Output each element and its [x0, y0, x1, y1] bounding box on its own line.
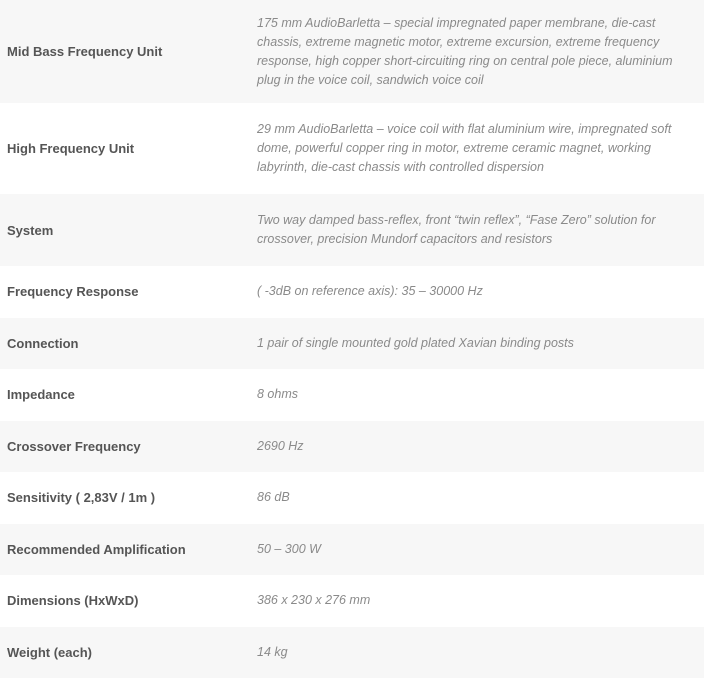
- table-row: [0, 0, 704, 103]
- spec-label-connection: Connection: [0, 318, 250, 370]
- spec-value-system: Two way damped bass-reflex, front “twin reflex”, “Fase Zero” solution for crossover, precision Mundorf capacitors and resistors: [250, 194, 704, 266]
- spec-value-dimensions: 386 x 230 x 276 mm: [250, 575, 704, 627]
- spec-value-crossover-frequency: 2690 Hz: [250, 421, 704, 473]
- table-row: [0, 575, 704, 627]
- spec-label-system: System: [0, 194, 250, 266]
- table-row: [0, 627, 704, 678]
- spec-label-impedance: Impedance: [0, 369, 250, 421]
- spec-value-frequency-response: ( -3dB on reference axis): 35 – 30000 Hz: [250, 266, 704, 318]
- spec-value-connection: 1 pair of single mounted gold plated Xavian binding posts: [250, 318, 704, 370]
- spec-label-dimensions: Dimensions (HxWxD): [0, 575, 250, 627]
- spec-value-mid-bass-unit: 175 mm AudioBarletta – special impregnated paper membrane, die-cast chassis, extreme magnetic motor, extreme excursion, extreme frequency response, high copper short-circuiting ring on central pole piece, aluminium plug in the voice coil, sandwich voice coil: [250, 0, 704, 103]
- spec-value-impedance: 8 ohms: [250, 369, 704, 421]
- spec-label-recommended-amplification: Recommended Amplification: [0, 524, 250, 576]
- spec-value-sensitivity: 86 dB: [250, 472, 704, 524]
- spec-label-weight: Weight (each): [0, 627, 250, 678]
- table-row: [0, 318, 704, 370]
- table-row: [0, 421, 704, 473]
- table-row: [0, 194, 704, 266]
- spec-label-frequency-response: Frequency Response: [0, 266, 250, 318]
- spec-value-weight: 14 kg: [250, 627, 704, 678]
- spec-label-sensitivity: Sensitivity ( 2,83V / 1m ): [0, 472, 250, 524]
- table-row: [0, 472, 704, 524]
- spec-label-mid-bass-unit: Mid Bass Frequency Unit: [0, 0, 250, 103]
- spec-value-recommended-amplification: 50 – 300 W: [250, 524, 704, 576]
- spec-label-high-frequency-unit: High Frequency Unit: [0, 103, 250, 194]
- table-row: [0, 369, 704, 421]
- spec-label-crossover-frequency: Crossover Frequency: [0, 421, 250, 473]
- spec-value-high-frequency-unit: 29 mm AudioBarletta – voice coil with flat aluminium wire, impregnated soft dome, powerful copper ring in motor, extreme ceramic magnet, working labyrinth, die-cast chassis with controlled dispersion: [250, 103, 704, 194]
- table-row: [0, 524, 704, 576]
- table-row: [0, 103, 704, 194]
- table-row: [0, 266, 704, 318]
